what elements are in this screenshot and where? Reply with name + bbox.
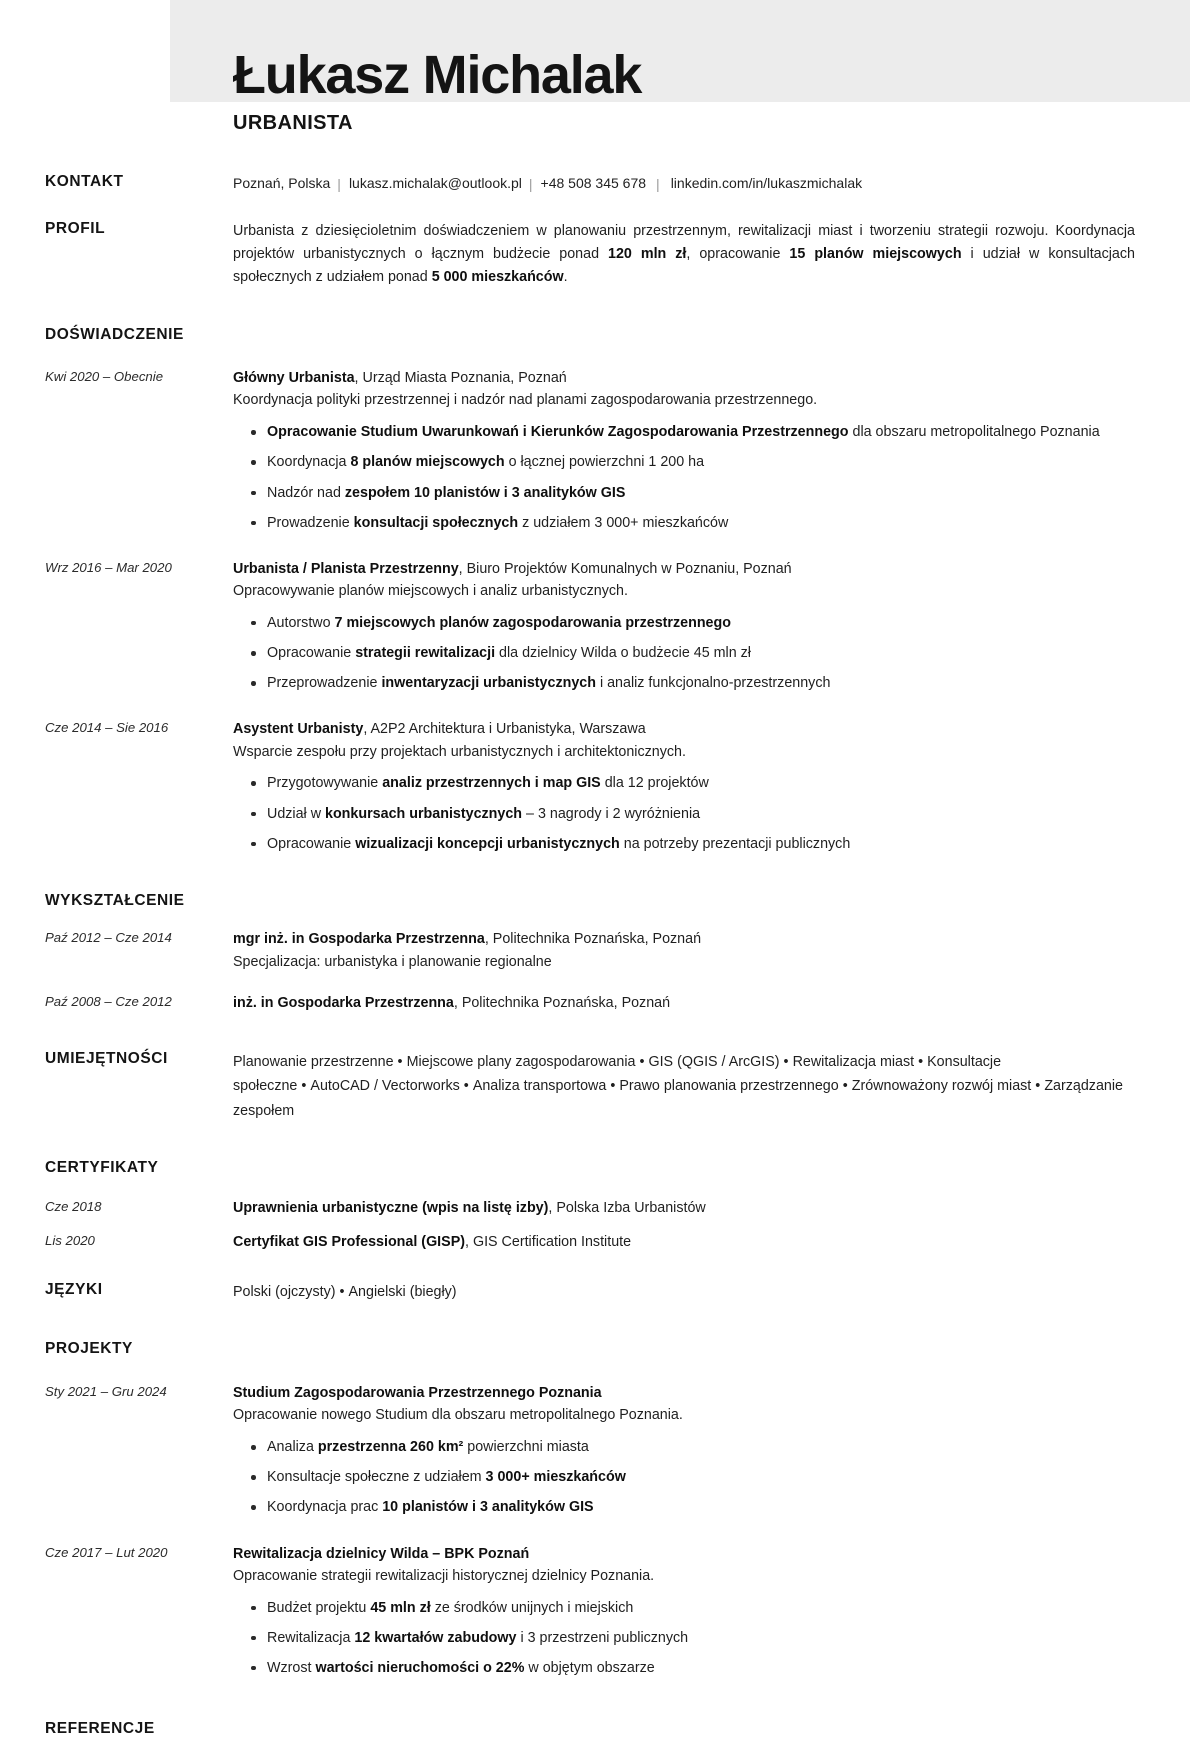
list-item: Analiza przestrzenna 260 km² powierzchni miasta [267,1436,1135,1459]
project-dates-col [45,1543,233,1562]
projects-label-col [45,1340,233,1359]
skill-item: Planowanie przestrzenne [233,1053,394,1070]
section-contact [45,173,1135,194]
experience-role-line [233,558,1135,580]
experience-label-col [45,326,233,345]
education-dates: Paź 2008 – Cze 2012 [45,993,172,1009]
skill-item: Analiza transportowa [472,1078,607,1095]
profile-text-4: . [563,269,568,286]
experience-detail-col [233,367,1135,535]
experience-bullet-list [233,772,1135,855]
section-education-header [45,892,1135,911]
experience-summary: Opracowywanie planów miejscowych i analiz urbanistycznych. [233,583,628,600]
profile-highlight-budget: 120 mln zł [608,246,687,263]
certificate-entry [45,1231,1135,1253]
experience-dates-col [45,558,233,577]
list-item: Rewitalizacja 12 kwartałów zabudowy i 3 przestrzeni publicznych [267,1627,1135,1650]
experience-detail-col [233,718,1135,856]
education-dates: Paź 2012 – Cze 2014 [45,930,172,946]
education-detail-col [233,928,1135,973]
list-item: Opracowanie strategii rewitalizacji dla dzielnicy Wilda o budżecie 45 mln zł [267,642,1135,665]
education-degree: inż. in Gospodarka Przestrzenna [233,994,454,1011]
experience-summary: Wsparcie zespołu przy projektach urbanistycznych i architektonicznych. [233,743,686,760]
language-item: Polski (ojczysty) [233,1284,336,1301]
project-bullet-list [233,1436,1135,1519]
certificate-name: Certyfikat GIS Professional (GISP) [233,1234,465,1251]
experience-bullet-list [233,421,1135,535]
skill-item: AutoCAD / Vectorworks [310,1078,460,1095]
list-item: Opracowanie Studium Uwarunkowań i Kierunków Zagospodarowania Przestrzennego dla obszaru metropolitalnego Poznania [267,421,1135,444]
list-item: Prowadzenie konsultacji społecznych z udziałem 3 000+ mieszkańców [267,512,1135,535]
certificate-issuer: , Polska Izba Urbanistów [548,1199,706,1216]
list-item: Konsultacje społeczne z udziałem 3 000+ mieszkańców [267,1466,1135,1489]
list-item: Koordynacja 8 planów miejscowych o łącznej powierzchni 1 200 ha [267,451,1135,474]
education-degree-line [233,928,1135,950]
profile-text-3: i udział w konsultacjach społecznych z udziałem ponad [233,246,1135,286]
education-degree-line [233,992,1135,1014]
experience-role: Asystent Urbanisty [233,721,364,738]
certificate-date: Cze 2018 [45,1198,102,1214]
section-label-languages: JĘZYKI [45,1281,103,1299]
list-item: Przygotowywanie analiz przestrzennych i map GIS dla 12 projektów [267,772,1135,795]
certificate-line [233,1231,1135,1253]
education-school: , Politechnika Poznańska, Poznań [453,994,671,1011]
profile-label-col [45,220,233,239]
bullet-dot-icon: • [918,1053,924,1070]
name-block [45,0,1135,135]
education-school: , Politechnika Poznańska, Poznań [484,931,702,948]
contact-email[interactable]: lukasz.michalak@outlook.pl [348,175,522,192]
project-bullet-list [233,1597,1135,1680]
education-entries [45,928,1135,1013]
contact-label-col [45,173,233,192]
skills-label-col [45,1050,233,1069]
education-entry [45,928,1135,973]
bullet-dot-icon: • [1035,1078,1041,1095]
project-summary: Opracowanie nowego Studium dla obszaru metropolitalnego Poznania. [233,1407,683,1424]
section-label-profile: PROFIL [45,220,106,238]
bullet-dot-icon: • [610,1078,616,1095]
section-label-contact: KONTAKT [45,173,124,191]
project-dates: Sty 2021 – Gru 2024 [45,1384,167,1400]
section-certificates-header [45,1159,1135,1178]
project-entry [45,1382,1135,1520]
certificate-issuer: , GIS Certification Institute [465,1234,632,1251]
section-skills [45,1050,1135,1124]
section-label-references: REFERENCJE [45,1720,155,1738]
experience-dates: Wrz 2016 – Mar 2020 [45,559,172,575]
contact-separator-icon: | [337,176,341,193]
contact-separator-icon: | [656,176,660,193]
section-references [45,1720,1135,1739]
bullet-dot-icon: • [339,1284,345,1301]
list-item: Wzrost wartości nieruchomości o 22% w objętym obszarze [267,1657,1135,1680]
skill-item: Zarządzanie zespołem [233,1078,1123,1119]
project-detail-col [233,1382,1135,1520]
languages-label-col [45,1281,233,1300]
experience-company: , A2P2 Architektura i Urbanistyka, Warszawa [363,721,646,738]
profile-text-col [233,220,1135,289]
languages-values-col [233,1281,1135,1304]
experience-entries [45,367,1135,856]
education-degree: mgr inż. in Gospodarka Przestrzenna [233,931,485,948]
contact-location: Poznań, Polska [233,175,331,192]
experience-entry [45,558,1135,696]
certificates-label-col [45,1159,233,1178]
experience-role: Główny Urbanista [233,370,355,387]
certificate-date: Lis 2020 [45,1233,95,1249]
skill-item: Rewitalizacja miast [792,1053,915,1070]
experience-entry [45,367,1135,535]
contact-line [233,173,1135,194]
contact-phone[interactable]: +48 508 345 678 [540,175,647,192]
project-entry [45,1543,1135,1681]
skill-item: GIS (QGIS / ArcGIS) [648,1053,780,1070]
list-item: Budżet projektu 45 mln zł ze środków unijnych i miejskich [267,1597,1135,1620]
experience-role-line [233,367,1135,389]
list-item: Przeprowadzenie inwentaryzacji urbanistycznych i analiz funkcjonalno-przestrzennych [267,672,1135,695]
list-item: Koordynacja prac 10 planistów i 3 analityków GIS [267,1496,1135,1519]
experience-company: , Biuro Projektów Komunalnych w Poznaniu, Poznań [458,560,792,577]
experience-detail-col [233,558,1135,696]
certificate-entry [45,1197,1135,1219]
references-label-col [45,1720,233,1739]
project-entries [45,1382,1135,1680]
list-item: Nadzór nad zespołem 10 planistów i 3 analityków GIS [267,482,1135,505]
experience-dates-col [45,367,233,386]
bullet-dot-icon: • [639,1053,645,1070]
bullet-dot-icon: • [842,1078,848,1095]
contact-values-col [233,173,1135,194]
bullet-dot-icon: • [463,1078,469,1095]
bullet-dot-icon: • [397,1053,403,1070]
education-dates-col [45,992,233,1011]
section-projects-header [45,1340,1135,1359]
experience-dates-col [45,718,233,737]
education-detail-col [233,992,1135,1014]
skill-item: Konsultacje społeczne [233,1053,1002,1095]
skill-item: Zrównoważony rozwój miast [851,1078,1032,1095]
certificate-name: Uprawnienia urbanistyczne (wpis na listę izby) [233,1199,549,1216]
section-label-experience: DOŚWIADCZENIE [45,325,184,343]
education-dates-col [45,928,233,947]
skills-list [233,1050,1135,1124]
experience-entry [45,718,1135,856]
list-item: Udział w konkursach urbanistycznych – 3 nagrody i 2 wyróżnienia [267,803,1135,826]
languages-list [233,1281,1135,1304]
page-title: Łukasz Michalak [233,45,642,105]
section-label-skills: UMIEJĘTNOŚCI [45,1049,168,1067]
project-title-line [233,1382,1135,1404]
profile-text-2: , opracowanie [686,246,790,263]
certificate-entries [45,1197,1135,1253]
contact-separator-icon: | [528,176,533,193]
experience-bullet-list [233,612,1135,695]
section-label-projects: PROJEKTY [45,1340,133,1358]
language-item: Angielski (biegły) [348,1284,457,1301]
project-title: Studium Zagospodarowania Przestrzennego Poznania [233,1385,602,1402]
certificate-detail-col [233,1231,1135,1253]
experience-dates: Cze 2014 – Sie 2016 [45,720,169,736]
project-title-line [233,1543,1135,1565]
profile-text-1: Urbanista z dziesięcioletnim doświadczeniem w planowaniu przestrzennym, rewitalizacji miast i tworzeniu strategii rozwoju. Koordynacja projektów urbanistycznych o łącznym budżecie ponad [233,223,1135,263]
experience-company: , Urząd Miasta Poznania, Poznań [354,370,567,387]
project-dates: Cze 2017 – Lut 2020 [45,1544,168,1560]
list-item: Opracowanie wizualizacji koncepcji urbanistycznych na potrzeby prezentacji publicznych [267,833,1135,856]
list-item: Autorstwo 7 miejscowych planów zagospodarowania przestrzennego [267,612,1135,635]
project-dates-col [45,1382,233,1401]
contact-linkedin[interactable]: linkedin.com/in/lukaszmichalak [670,175,863,192]
education-detail: Specjalizacja: urbanistyka i planowanie regionalne [233,953,552,970]
job-title: URBANISTA [233,112,353,135]
skill-item: Miejscowe plany zagospodarowania [406,1053,636,1070]
skill-item: Prawo planowania przestrzennego [619,1078,839,1095]
profile-paragraph [233,220,1135,289]
skills-values-col [233,1050,1135,1124]
project-summary: Opracowanie strategii rewitalizacji historycznej dzielnicy Poznania. [233,1567,655,1584]
section-languages [45,1281,1135,1304]
project-title: Rewitalizacja dzielnicy Wilda – BPK Poznań [233,1545,530,1562]
certificate-line [233,1197,1135,1219]
certificate-date-col [45,1197,233,1216]
experience-role-line [233,718,1135,740]
certificate-date-col [45,1231,233,1250]
experience-role: Urbanista / Planista Przestrzenny [233,560,459,577]
profile-highlight-plans: 15 planów miejscowych [789,246,962,263]
education-label-col [45,892,233,911]
experience-dates: Kwi 2020 – Obecnie [45,369,164,385]
section-label-education: WYKSZTAŁCENIE [45,891,185,909]
project-detail-col [233,1543,1135,1681]
section-profile [45,220,1135,289]
education-entry [45,992,1135,1014]
experience-summary: Koordynacja polityki przestrzennej i nadzór nad planami zagospodarowania przestrzennego. [233,392,818,409]
bullet-dot-icon: • [301,1078,307,1095]
profile-highlight-residents: 5 000 mieszkańców [431,269,564,286]
bullet-dot-icon: • [783,1053,789,1070]
section-experience-header [45,326,1135,345]
section-label-certificates: CERTYFIKATY [45,1159,159,1177]
certificate-detail-col [233,1197,1135,1219]
